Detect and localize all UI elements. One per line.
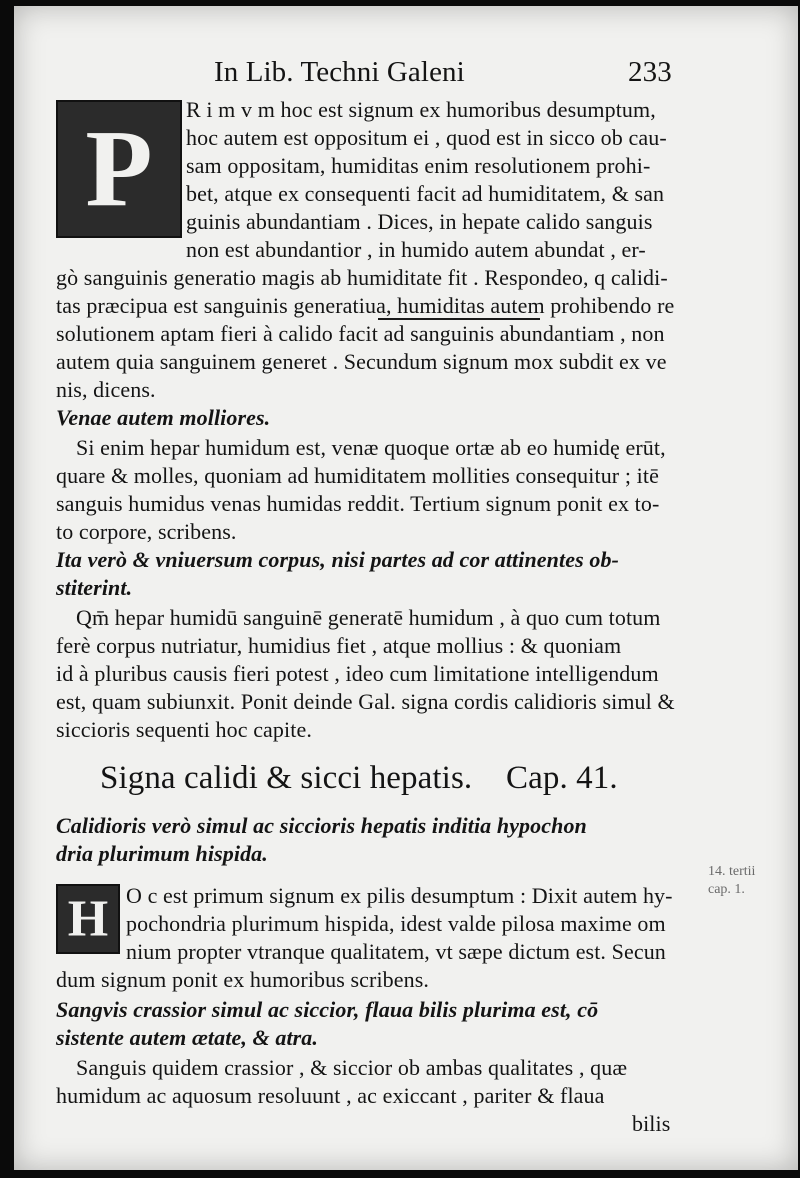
- p3-line-3: id à pluribus causis fieri potest , ideo cum limitatione intelligendum: [56, 661, 659, 686]
- book-page: [14, 6, 798, 1170]
- p1-line-1: R i m v m hoc est signum ex humoribus desumptum,: [186, 97, 656, 122]
- chapter-title: Signa calidi & sicci hepatis.: [100, 760, 473, 796]
- decorated-initial-p: P: [56, 100, 182, 238]
- p1-line-6: non est abundantior , in humido autem abundat , er-: [186, 237, 646, 262]
- p1-line-5: guinis abundantiam . Dices, in hepate calido sanguis: [186, 209, 653, 234]
- p3-line-5: siccioris sequenti hoc capite.: [56, 717, 312, 742]
- p1-line-9: solutionem aptam fieri à calido facit ad sanguinis abundantiam , non: [56, 321, 665, 346]
- p3-line-1: Qm̄ hepar humidū sanguinē generatē humidum , à quo cum totum: [76, 605, 661, 630]
- lemma-ita-line-1: Ita verò & vniuersum corpus, nisi partes ad cor attinentes ob-: [56, 547, 619, 572]
- p2-line-1: Si enim hepar humidum est, venæ quoque ortæ ab eo humidę erūt,: [76, 435, 666, 460]
- margin-note-1: 14. tertii: [708, 864, 756, 879]
- catchword: bilis: [632, 1111, 671, 1136]
- lemma-calidioris-line-2: dria plurimum hispida.: [56, 841, 268, 866]
- p1-line-10: autem quia sanguinem generet . Secundum signum mox subdit ex ve: [56, 349, 667, 374]
- lemma-sanguis-line-2: sistente autem ætate, & atra.: [56, 1025, 319, 1050]
- lemma-ita-line-2: stiterint.: [56, 575, 133, 600]
- lemma-calidioris-line-1: Calidioris verò simul ac siccioris hepatis inditia hypochon: [56, 813, 587, 838]
- margin-note-2: cap. 1.: [708, 882, 745, 897]
- p3-line-2: ferè corpus nutriatur, humidius fiet , atque mollius : & quoniam: [56, 633, 622, 658]
- p1-line-4: bet, atque ex consequenti facit ad humiditatem, & san: [186, 181, 665, 206]
- chapter-number: Cap. 41.: [506, 760, 618, 796]
- p5-line-2: humidum ac aquosum resoluunt , ac exiccant , pariter & flaua: [56, 1083, 605, 1108]
- p5-line-1: Sanguis quidem crassior , & siccior ob ambas qualitates , quæ: [76, 1055, 628, 1080]
- lemma-sanguis-line-1: Sangvis crassior simul ac siccior, flaua bilis plurima est, cō: [56, 997, 599, 1022]
- p4-line-3: nium propter vtranque qualitatem, vt sæpe dictum est. Secun: [126, 939, 666, 964]
- p1-line-8: tas præcipua est sanguinis generatiua, humiditas autem prohibendo re: [56, 293, 675, 318]
- p1-line-11: nis, dicens.: [56, 377, 156, 402]
- lemma-venae: Venae autem molliores.: [56, 405, 271, 430]
- p4-line-1: O c est primum signum ex pilis desumptum : Dixit autem hy-: [126, 883, 673, 908]
- p4-line-2: pochondria plurimum hispida, idest valde pilosa maxime om: [126, 911, 666, 936]
- p3-line-4: est, quam subiunxit. Ponit deinde Gal. signa cordis calidioris simul &: [56, 689, 675, 714]
- page-number: 233: [628, 56, 672, 88]
- p1-line-7: gò sanguinis generatio magis ab humiditate fit . Respondeo, q calidi-: [56, 265, 668, 290]
- p1-line-2: hoc autem est oppositum ei , quod est in sicco ob cau-: [186, 125, 667, 150]
- p2-line-4: to corpore, scribens.: [56, 519, 237, 544]
- p2-line-2: quare & molles, quoniam ad humiditatem mollities consequitur ; itē: [56, 463, 659, 488]
- p1-line-3: sam oppositam, humiditas enim resolutionem prohi-: [186, 153, 651, 178]
- decorated-initial-h: H: [56, 884, 120, 954]
- p4-line-4: dum signum ponit ex humoribus scribens.: [56, 967, 429, 992]
- p2-line-3: sanguis humidus venas humidas reddit. Tertium signum ponit ex to-: [56, 491, 660, 516]
- running-header: In Lib. Techni Galeni: [214, 56, 465, 88]
